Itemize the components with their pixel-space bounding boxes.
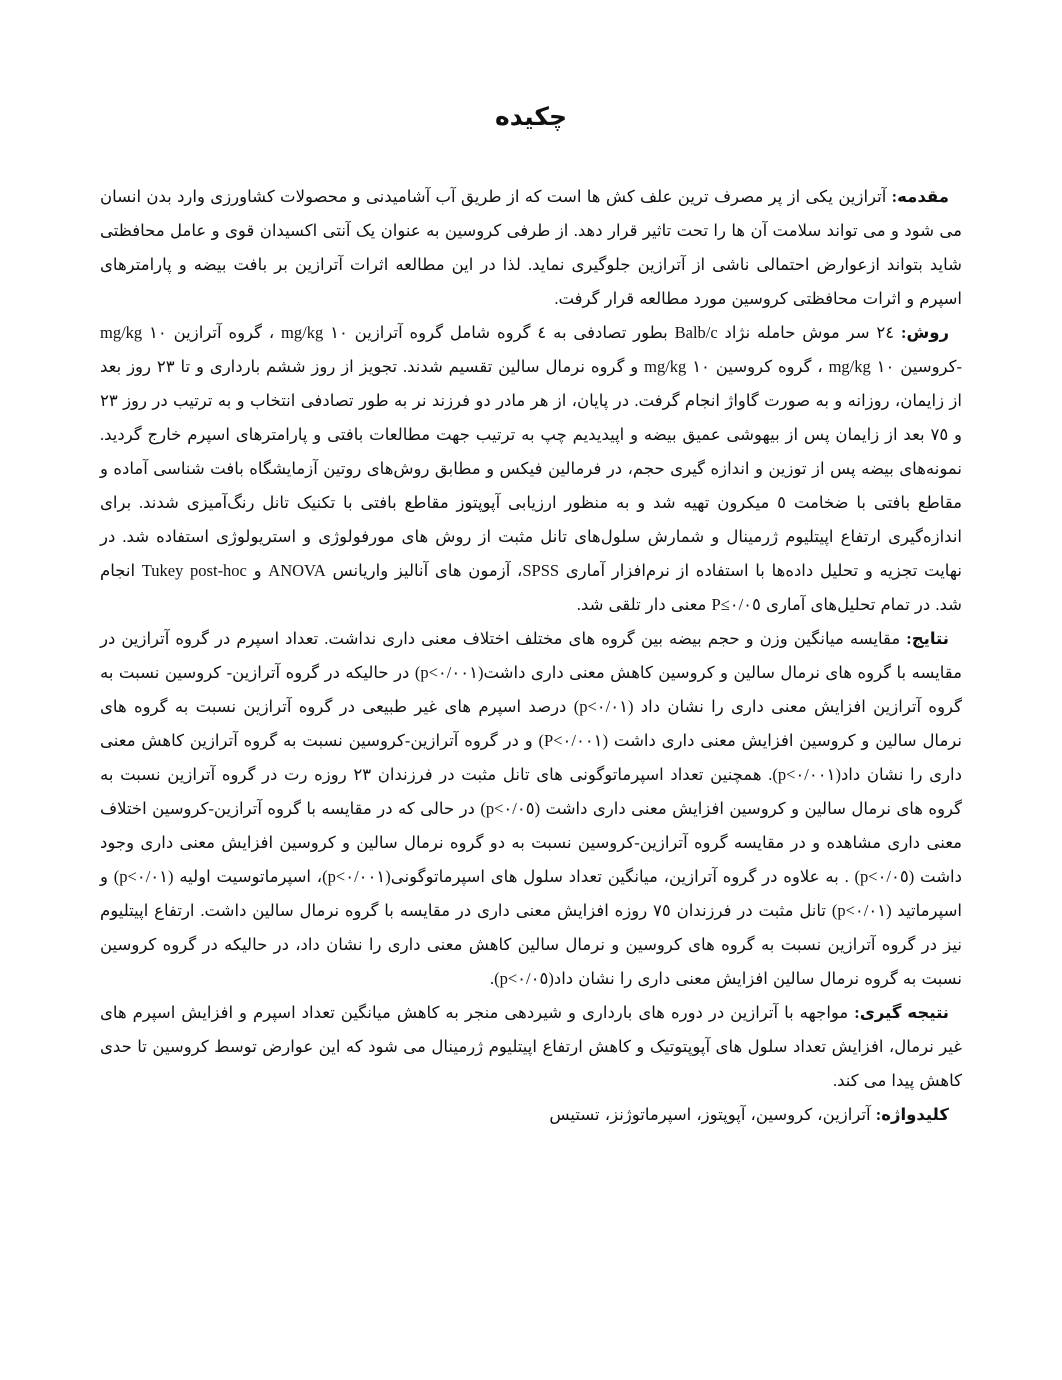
abstract-body bbox=[0, 140, 1062, 1132]
keywords-label: کلیدواژه: bbox=[875, 1105, 949, 1124]
methods-label: روش: bbox=[900, 323, 950, 342]
conclusion-label: نتیجه گیری: bbox=[854, 1003, 949, 1022]
paragraph-introduction bbox=[100, 180, 962, 316]
keywords-text: آترازین، کروسین، آپوپتوز، اسپرماتوژنز، تستیس bbox=[549, 1105, 876, 1124]
abstract-title: چکیده bbox=[495, 104, 567, 131]
results-text: مقایسه میانگین وزن و حجم بیضه بین گروه های مختلف اختلاف معنی داری نداشت. تعداد اسپرم در گروه آترازین در مقایسه با گروه های نرمال سالین و کروسین کاهش معنی داری داشت⁦(p<٠/٠٠١)⁩ در حالیکه در گروه آترازین- کروسین نسبت به گروه آترازین افزایش معنی داری را نشان داد ⁦(p<٠/٠١)⁩ درصد اسپرم های غیر طبیعی در گروه آترازین نسبت به گروه های نرمال سالین و کروسین افزایش معنی داری داشت ⁦(P<٠/٠٠١)⁩ و در گروه آترازین-کروسین نسبت به گروه آترازین کاهش معنی داری را نشان داد⁦(p<٠/٠٠١)⁩. همچنین تعداد اسپرماتوگونی های تانل مثبت در فرزندان ٢٣ روزه رت در گروه آترازین نسبت به گروه های نرمال سالین و کروسین افزایش معنی داری داشت ⁦(p<٠/٠٥)⁩ در حالی که در مقایسه با گروه آترازین-کروسین اختلاف معنی داری مشاهده و در مقایسه گروه آترازین-کروسین نسبت به دو گروه نرمال سالین و کروسین افزایش معنی داری وجود داشت ⁦(p<٠/٠٥)⁩ . به علاوه در گروه آترازین، میانگین تعداد سلول های اسپرماتوگونی⁦(p<٠/٠٠١)⁩، اسپرماتوسیت اولیه ⁦(p<٠/٠١)⁩ و اسپرماتید ⁦(p<٠/٠١)⁩ تانل مثبت در فرزندان ٧٥ روزه افزایش معنی داری در مقایسه با گروه نرمال سالین داشت. ارتفاع اپیتلیوم نیز در گروه آترازین نسبت به گروه های کروسین و نرمال سالین کاهش معنی داری را نشان داد، در حالیکه در گروه کروسین نسبت به گروه نرمال سالین افزایش معنی داری را نشان داد⁦(p<٠/٠٥)⁩. bbox=[100, 629, 963, 988]
methods-text: ٢٤ سر موش حامله نژاد Balb/c بطور تصادفی به ٤ گروه شامل گروه آترازین ١٠ mg/kg ، گروه آترازین ١٠ mg/kg -کروسین ١٠ mg/kg ، گروه کروسین ١٠ mg/kg و گروه نرمال سالین تقسیم شدند. تجویز از روز ششم بارداری و تا ٢٣ روز بعد از زایمان، روزانه و به صورت گاواژ انجام گرفت. در پایان، از هر مادر دو فرزند نر به طور تصادفی انتخاب و به ترتیب در روز ٢٣ و ٧٥ بعد از زایمان پس از بیهوشی عمیق بیضه و اپیدیدیم چپ به ترتیب جهت مطالعات بافتی و پارامترهای اسپرم خارج گردید. نمونه‌های بیضه پس از توزین و اندازه گیری حجم، در فرمالین فیکس و مطابق روش‌های روتین آزمایشگاه بافت شناسی آماده و مقاطع بافتی با ضخامت ٥ میکرون تهیه شد و به منظور ارزیابی آپوپتوز مقاطع بافتی با تکنیک تانل رنگ‌آمیزی شدند. برای اندازه‌گیری ارتفاع اپیتلیوم ژرمینال و شمارش سلول‌های تانل مثبت از روش های مورفولوژی و استریولوژی استفاده شد. در نهایت تجزیه و تحلیل داده‌ها با استفاده از نرم‌افزار آماری SPSS، آزمون های آنالیز واریانس ANOVA و Tukey post-hoc انجام شد. در تمام تحلیل‌های آماری ⁦P≤٠/٠٥⁩ معنی دار تلقی شد. bbox=[100, 323, 963, 614]
introduction-label: مقدمه: bbox=[891, 187, 949, 206]
paragraph-methods bbox=[100, 316, 962, 622]
introduction-text: آترازین یکی از پر مصرف ترین علف کش ها است که از طریق آب آشامیدنی و محصولات کشاورزی وارد بدن انسان می شود و می تواند سلامت آن ها را تحت تاثیر قرار دهد. از طرفی کروسین به عنوان یک آنتی اکسیدان قوی و عامل محافظتی شاید بتواند ازعوارض احتمالی ناشی از آترازین جلوگیری نماید. لذا در این مطالعه اثرات آترازین بر بافت بیضه و پارامترهای اسپرم و اثرات محافظتی کروسین مورد مطالعه قرار گرفت. bbox=[100, 187, 962, 308]
paragraph-keywords bbox=[100, 1098, 962, 1132]
paragraph-results bbox=[100, 622, 962, 996]
paragraph-conclusion bbox=[100, 996, 962, 1098]
results-label: نتایج: bbox=[906, 629, 949, 648]
conclusion-text: مواجهه با آترازین در دوره های بارداری و شیردهی منجر به کاهش میانگین تعداد اسپرم و افزایش اسپرم های غیر نرمال، افزایش تعداد سلول های آپوپتوتیک و کاهش ارتفاع اپیتلیوم ژرمینال می شود که این عوارض توسط کروسین تا حدی کاهش پیدا می کند. bbox=[100, 1003, 962, 1090]
